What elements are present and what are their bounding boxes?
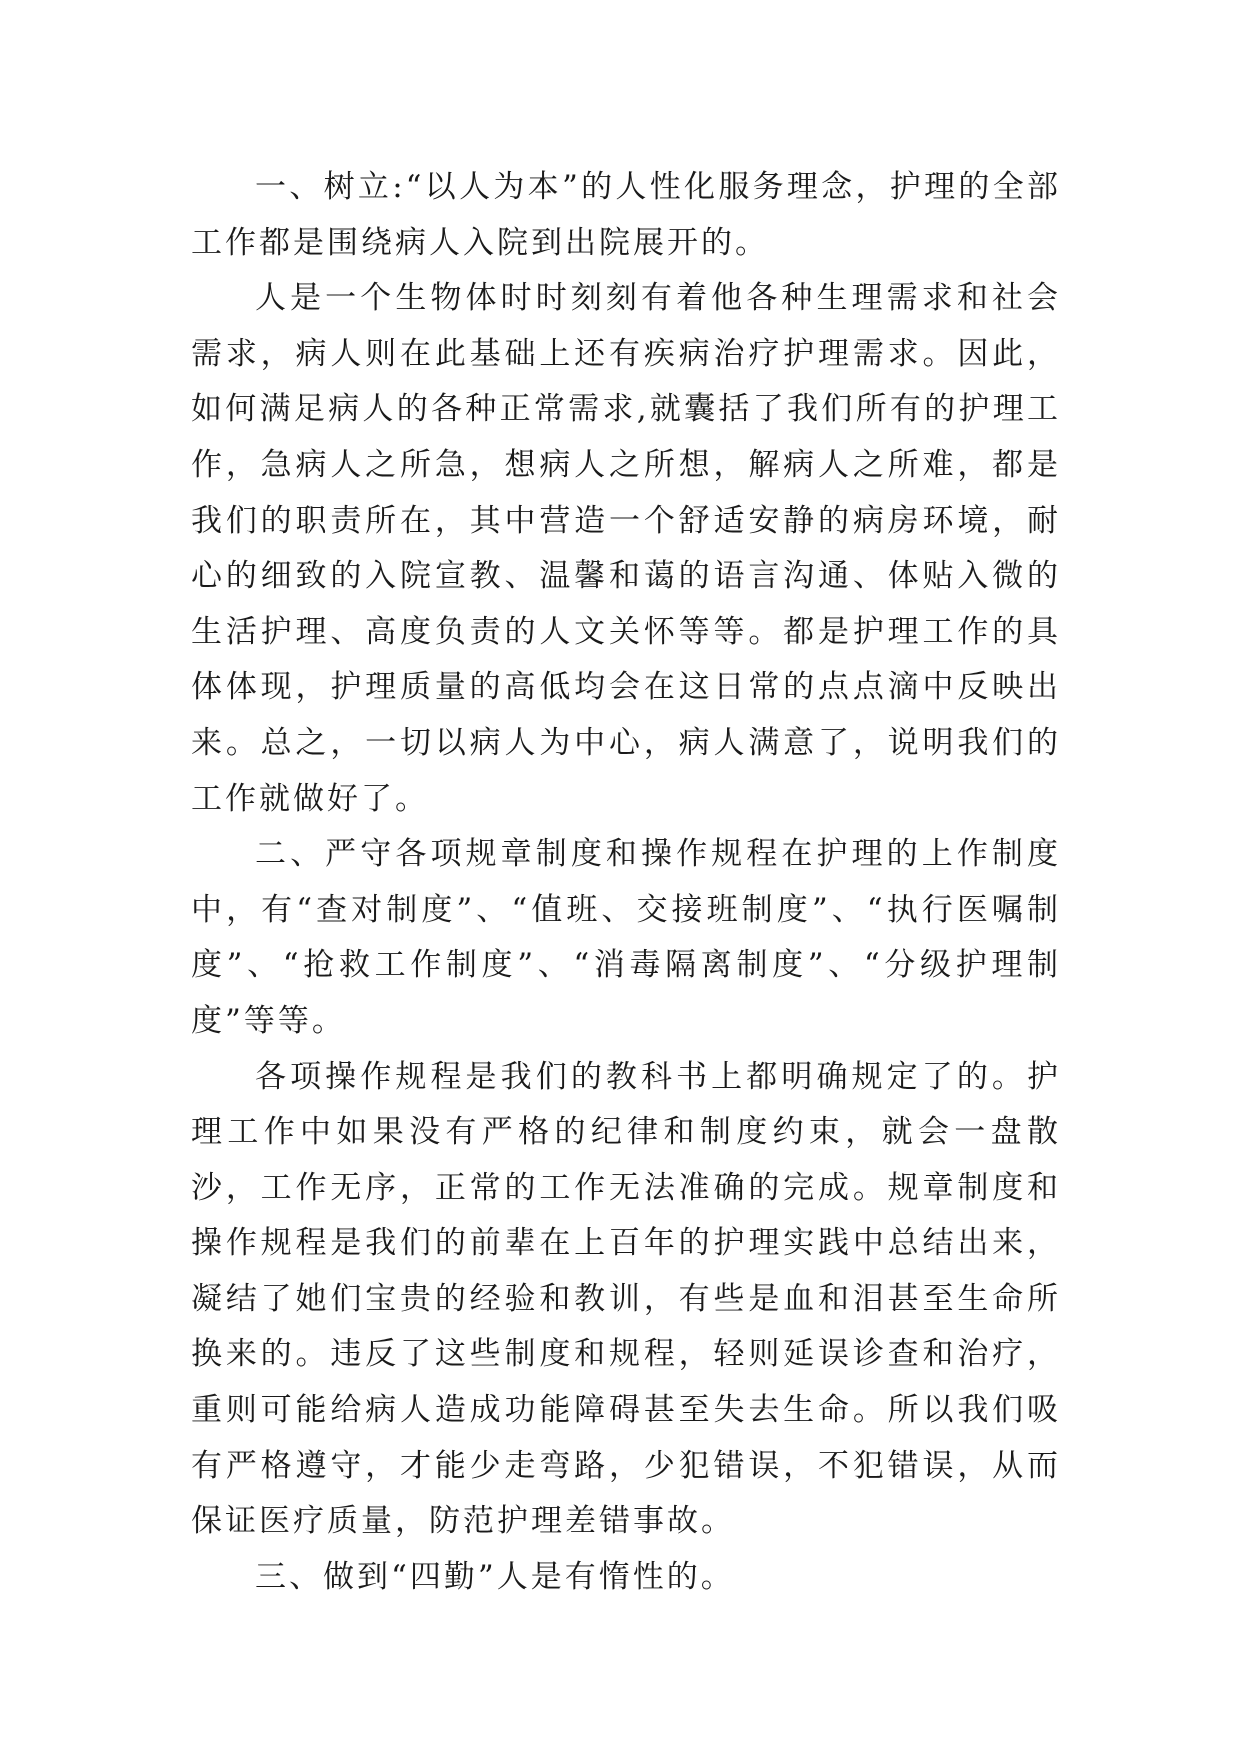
- document-body: [191, 160, 1061, 1605]
- paragraph-principle-one: 一、树立:“以人为本”的人性化服务理念，护理的全部工作都是围绕病人入院到出院展开的。: [191, 169, 1061, 261]
- paragraph-principle-two: 二、严守各项规章制度和操作规程在护理的上作制度中，有“查对制度”、“值班、交接班制度”、“执行医嘱制度”、“抢救工作制度”、“消毒隔离制度”、“分级护理制度”等等。: [191, 836, 1061, 1039]
- paragraph-principle-three: 三、做到“四勤”人是有惰性的。: [255, 1558, 735, 1595]
- paragraph-operating-rules: 各项操作规程是我们的教科书上都明确规定了的。护理工作中如果没有严格的纪律和制度约束，就会一盘散沙，工作无序，正常的工作无法准确的完成。规章制度和操作规程是我们的前辈在上百年的护理实践中总结出来，凝结了她们宝贵的经验和教训，有些是血和泪甚至生命所换来的。违反了这些制度和规程，轻则延误诊查和治疗，重则可能给病人造成功能障碍甚至失去生命。所以我们吸有严格遵守，才能少走弯路，少犯错误，不犯错误，从而保证医疗质量，防范护理差错事故。: [191, 1058, 1061, 1540]
- paragraph-patient-needs: 人是一个生物体时时刻刻有着他各种生理需求和社会需求，病人则在此基础上还有疾病治疗护理需求。因此，如何满足病人的各种正常需求,就囊括了我们所有的护理工作，急病人之所急，想病人之所想，解病人之所难，都是我们的职责所在，其中营造一个舒适安静的病房环境，耐心的细致的入院宣教、温馨和蔼的语言沟通、体贴入微的生活护理、高度负责的人文关怀等等。都是护理工作的具体体现，护理质量的高低均会在这日常的点点滴中反映出来。总之，一切以病人为中心，病人满意了，说明我们的工作就做好了。: [191, 280, 1061, 817]
